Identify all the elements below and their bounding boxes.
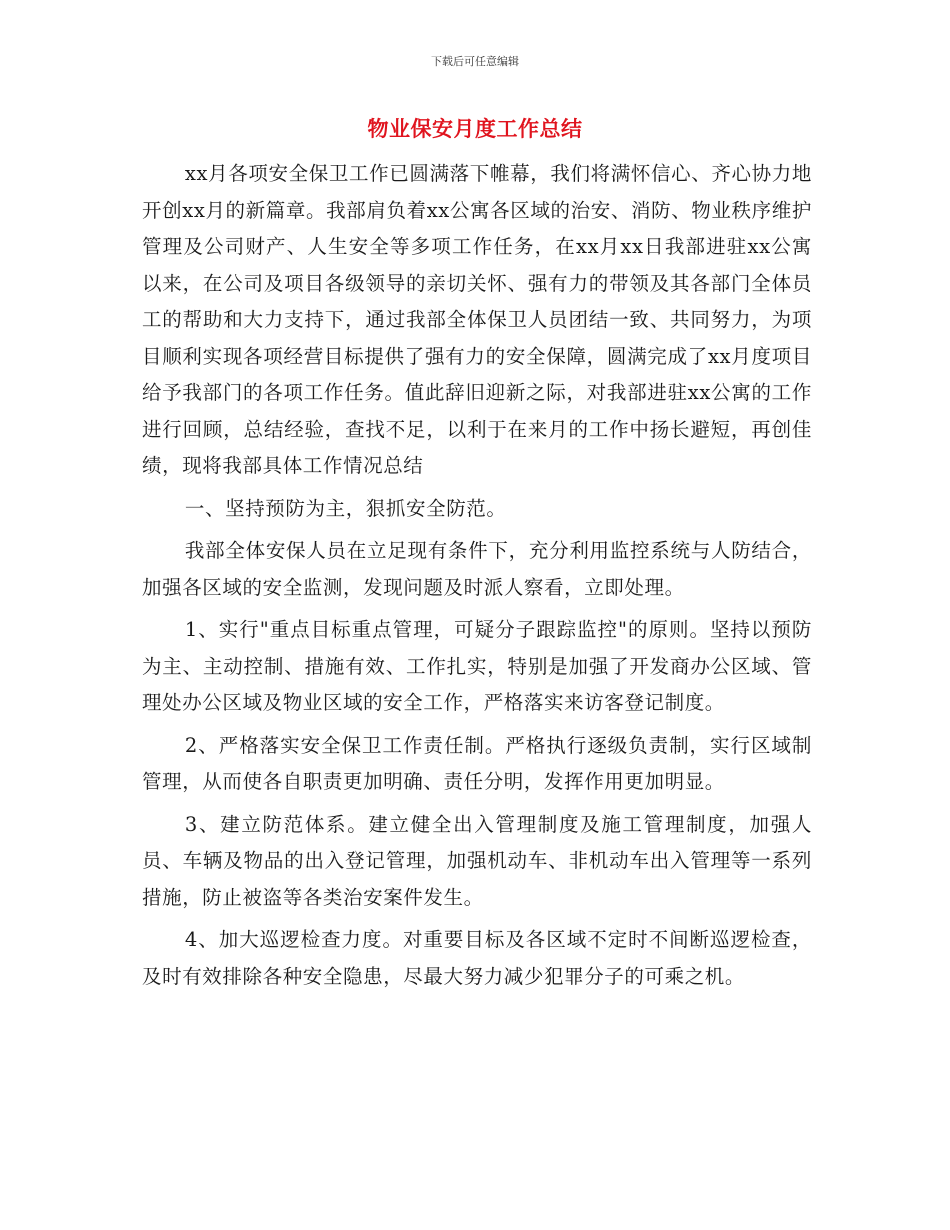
list-item-2: 2、严格落实安全保卫工作责任制。严格执行逐级负责制，实行区域制管理，从而使各自职责更加明确、责任分明，发挥作用更加明显。 xyxy=(142,733,812,793)
paragraph-section-1-intro: 我部全体安保人员在立足现有条件下，充分利用监控系统与人防结合，加强各区域的安全监测，发现问题及时派人察看，立即处理。 xyxy=(142,539,812,599)
document-body xyxy=(142,156,812,1001)
list-item-1: 1、实行"重点目标重点管理，可疑分子跟踪监控"的原则。坚持以预防为主、主动控制、措施有效、工作扎实，特别是加强了开发商办公区域、管理处办公区域及物业区域的安全工作，严格落实来访客登记制度。 xyxy=(142,618,812,714)
paragraph-intro: xx月各项安全保卫工作已圆满落下帷幕，我们将满怀信心、齐心协力地开创xx月的新篇章。我部肩负着xx公寓各区域的治安、消防、物业秩序维护管理及公司财产、人生安全等多项工作任务，在xx月xx日我部进驻xx公寓以来，在公司及项目各级领导的亲切关怀、强有力的带领及其各部门全体员工的帮助和大力支持下，通过我部全体保卫人员团结一致、共同努力，为项目顺利实现各项经营目标提供了强有力的安全保障，圆满完成了xx月度项目给予我部门的各项工作任务。值此辞旧迎新之际，对我部进驻xx公寓的工作进行回顾，总结经验，查找不足，以利于在来月的工作中扬长避短，再创佳绩，现将我部具体工作情况总结 xyxy=(142,162,812,477)
section-heading-1: 一、坚持预防为主，狠抓安全防范。 xyxy=(184,496,507,520)
document-title: 物业保安月度工作总结 xyxy=(367,117,583,141)
list-item-4: 4、加大巡逻检查力度。对重要目标及各区域不定时不间断巡逻检查，及时有效排除各种安全隐患，尽最大努力减少犯罪分子的可乘之机。 xyxy=(142,928,812,988)
list-item-3: 3、建立防范体系。建立健全出入管理制度及施工管理制度，加强人员、车辆及物品的出入登记管理，加强机动车、非机动车出入管理等一系列措施，防止被盗等各类治安案件发生。 xyxy=(142,812,812,909)
header-note: 下载后可任意编辑 xyxy=(431,55,519,68)
